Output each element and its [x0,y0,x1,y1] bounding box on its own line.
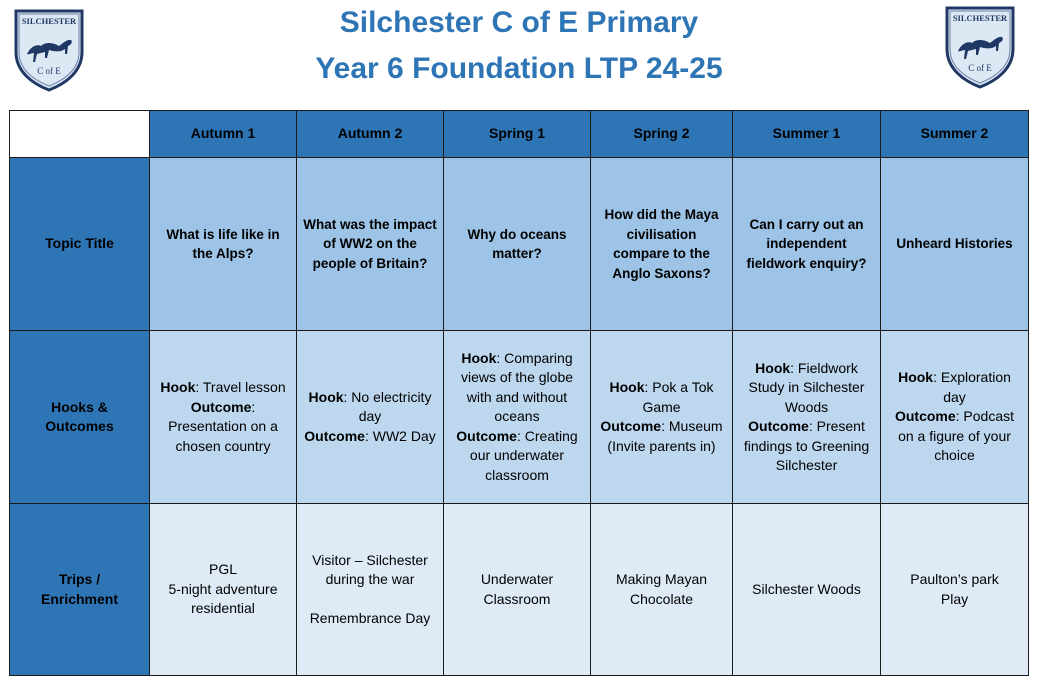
trips-enrichment-cell [297,504,444,676]
hooks-outcomes-cell: Hook: Comparing views of the globe with and without oceans Outcome: Creating our underwater classroom [444,331,591,504]
term-header-row [10,111,1029,158]
term-header: Spring 2 [591,111,733,158]
trips-enrichment-cell [881,504,1029,676]
outcome-label: Outcome [748,418,809,434]
crest-top-text: SILCHESTER [952,13,1008,23]
outcome-text: Present findings to Greening Silchester [743,418,870,473]
topic-title-cell: What is life like in the Alps? [150,158,297,331]
row-header-trips-enrichment [10,504,150,676]
outcome-label: Outcome [456,427,517,444]
topic-title-cell: Why do oceans matter? [444,158,591,331]
school-name-title: Silchester C of E Primary [339,6,699,39]
hook-text: Pok a Tok Game [642,379,714,415]
hooks-outcomes-cell: Hook: Pok a Tok Game Outcome: Museum (Invite parents in) [591,331,733,504]
hook-label: Hook [160,379,196,395]
crest-bottom-text: C of E [968,63,992,73]
trips-enrichment-cell [150,504,297,676]
crest-top-text: SILCHESTER [21,16,77,26]
hook-label: Hook [898,369,934,386]
hooks-outcomes-cell: Hook: Exploration day Outcome: Podcast on a figure of your choice [881,331,1029,504]
term-header: Autumn 2 [297,111,444,158]
hook-text: Fieldwork Study in Silchester Woods [748,359,865,415]
hook-label: Hook [461,349,497,366]
trip-line: Play [940,590,969,607]
row-header-line: Outcomes [45,418,114,434]
outcome-text: Podcast on a figure of your choice [898,408,1015,464]
hooks-outcomes-cell: Hook: Fieldwork Study in Silchester Woods Outcome: Present findings to Greening Silchester [733,331,881,504]
trips-enrichment-cell [591,504,733,676]
trip-line: 5-night adventure residential [168,580,278,617]
trip-line: Visitor – Silchester during the war [312,551,428,588]
crest-bottom-text: C of E [37,66,61,76]
outcome-text: WW2 Day [368,427,436,444]
outcome-text: Museum (Invite parents in) [607,418,723,454]
topic-title-cell: How did the Maya civilisation compare to the Anglo Saxons? [591,158,733,331]
topic-title-cell: Unheard Histories [881,158,1029,331]
outcome-label: Outcome [304,427,365,444]
term-header: Autumn 1 [150,111,297,158]
row-header-topic-title: Topic Title [10,158,150,331]
topic-title-cell: Can I carry out an independent fieldwork enquiry? [733,158,881,331]
ltp-table [9,110,1029,676]
hooks-outcomes-row [10,331,1029,504]
row-header-line: Hooks & [51,398,108,415]
trip-line: Underwater Classroom [480,571,554,607]
trip-line: Paulton’s park [910,571,999,587]
hook-text: No electricity day [347,388,432,425]
term-header: Summer 2 [881,111,1029,158]
topic-title-cell: What was the impact of WW2 on the people of Britain? [297,158,444,331]
hooks-outcomes-cell: Hook: Travel lesson Outcome: Presentation on a chosen country [150,331,297,504]
hooks-outcomes-cell: Hook: No electricity day Outcome: WW2 Day [297,331,444,504]
trips-enrichment-cell [733,504,881,676]
outcome-text: Presentation on a chosen country [168,418,278,454]
hook-label: Hook [609,379,645,395]
outcome-text: Creating our underwater classroom [469,427,578,483]
document-title: Year 6 Foundation LTP 24-25 [315,52,723,85]
corner-cell [10,111,150,158]
outcome-label: Outcome [600,418,662,434]
trips-enrichment-cell [444,504,591,676]
row-header-hooks-outcomes [10,331,150,504]
hook-text: Exploration day [936,369,1011,405]
outcome-label: Outcome [190,398,252,415]
trip-line: Making Mayan Chocolate [615,571,708,607]
trip-line: Silchester Woods [752,580,861,597]
trip-line: Remembrance Day [309,609,431,626]
row-header-line: Enrichment [40,590,118,607]
trips-enrichment-row [10,504,1029,676]
hook-label: Hook [755,359,791,376]
topic-title-row [10,158,1029,331]
hook-label: Hook [308,388,344,405]
hook-text: Travel lesson [199,379,286,395]
term-header: Summer 1 [733,111,881,158]
hook-text: Comparing views of the globe with and without oceans [460,349,574,425]
row-header-line: Trips / [58,571,101,587]
trip-line: PGL [208,561,237,578]
term-header: Spring 1 [444,111,591,158]
outcome-label: Outcome [894,408,956,425]
